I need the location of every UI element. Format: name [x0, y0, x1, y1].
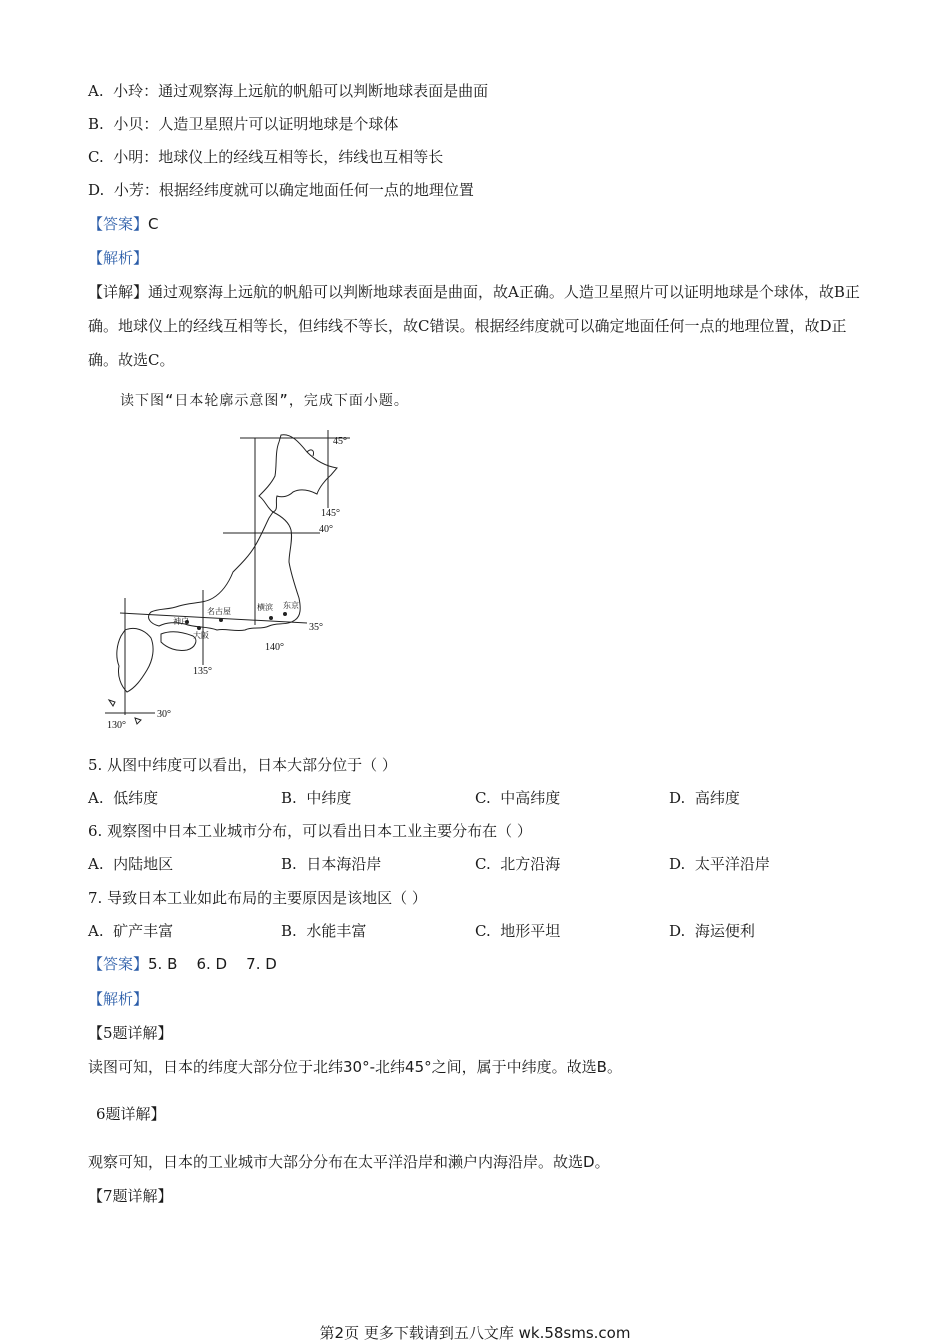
answer-line	[88, 214, 159, 234]
lon-label-130: 130°	[107, 720, 126, 731]
lat-label-35: 35°	[309, 622, 323, 633]
q7-option-a: A. 矿产丰富	[88, 922, 174, 940]
option-c: C. 小明：地球仪上的经线互相等长，纬线也互相等长	[88, 148, 444, 166]
option-d: D. 小芳：根据经纬度就可以确定地面任何一点的地理位置	[88, 181, 474, 199]
lat-label-45: 45°	[333, 436, 347, 447]
osaka-dot	[197, 626, 201, 630]
lon-label-145: 145°	[321, 508, 340, 519]
q7-stem: 7. 导致日本工业如此布局的主要原因是该地区（ ）	[88, 889, 427, 907]
shikoku-outline	[161, 632, 196, 651]
q5-stem: 5. 从图中纬度可以看出，日本大部分位于（ ）	[88, 756, 397, 774]
japan-outline-map	[95, 430, 365, 735]
q5-option-b: B. 中纬度	[281, 789, 352, 807]
q5-option-a: A. 低纬度	[88, 789, 159, 807]
q5-option-d: D. 高纬度	[669, 789, 740, 807]
tokyo-dot	[283, 612, 287, 616]
lat-label-30: 30°	[157, 709, 171, 720]
page-footer: 第2页 更多下载请到五八文库 wk.58sms.com	[319, 1324, 631, 1342]
q6-stem: 6. 观察图中日本工业城市分布，可以看出日本工业主要分布在（ ）	[88, 822, 532, 840]
d6-title: 6题详解】	[96, 1105, 166, 1123]
detail-paragraph	[88, 275, 868, 377]
analysis2-tag: 【解析】	[88, 990, 149, 1008]
answer-value: C	[148, 215, 159, 233]
q6-option-a: A. 内陆地区	[88, 855, 174, 873]
lat-label-40: 40°	[319, 524, 333, 535]
answer-tag: 【答案】	[88, 215, 149, 233]
hokkaido-outline	[259, 435, 337, 512]
d5-title: 【5题详解】	[88, 1024, 173, 1042]
d7-title: 【7题详解】	[88, 1187, 173, 1205]
city-label-tokyo: 东京	[283, 601, 299, 610]
q7-option-b: B. 水能丰富	[281, 922, 367, 940]
q6-option-b: B. 日本海沿岸	[281, 855, 382, 873]
q7-option-c: C. 地形平坦	[475, 922, 561, 940]
detail-text: 通过观察海上远航的帆船可以判断地球表面是曲面，故A正确。人造卫星照片可以证明地球是个球体，故B正确。地球仪上的经线互相等长，但纬线不等长，故C错误。根据经纬度就可以确定地面任何一点的地理位置，故D正确。故选C。	[88, 283, 860, 369]
option-a: A. 小玲：通过观察海上远航的帆船可以判断地球表面是曲面	[88, 82, 489, 100]
d6-text: 观察可知，日本的工业城市大部分分布在太平洋沿岸和濑户内海沿岸。故选D。	[88, 1153, 610, 1171]
city-label-osaka: 大阪	[193, 631, 209, 640]
city-label-kobe: 神户	[173, 617, 189, 626]
city-label-nagoya: 名古屋	[207, 607, 231, 616]
kyushu-outline	[117, 628, 153, 692]
detail-tag: 【详解】	[88, 283, 149, 301]
nagoya-dot	[219, 618, 223, 622]
yokohama-dot	[269, 616, 273, 620]
lon-label-140: 140°	[265, 642, 284, 653]
q7-option-d: D. 海运便利	[669, 922, 755, 940]
d5-text: 读图可知，日本的纬度大部分位于北纬30°-北纬45°之间，属于中纬度。故选B。	[88, 1058, 622, 1076]
answers2-line: 【答案】5. B 6. D 7. D	[88, 955, 277, 973]
q5-option-c: C. 中高纬度	[475, 789, 561, 807]
analysis-tag: 【解析】	[88, 249, 149, 267]
lon-label-135: 135°	[193, 666, 212, 677]
q6-option-c: C. 北方沿海	[475, 855, 561, 873]
q6-option-d: D. 太平洋沿岸	[669, 855, 770, 873]
map-intro: 读下图“日本轮廓示意图”，完成下面小题。	[120, 393, 409, 409]
option-b: B. 小贝：人造卫星照片可以证明地球是个球体	[88, 115, 399, 133]
city-label-yokohama: 横滨	[257, 603, 273, 612]
